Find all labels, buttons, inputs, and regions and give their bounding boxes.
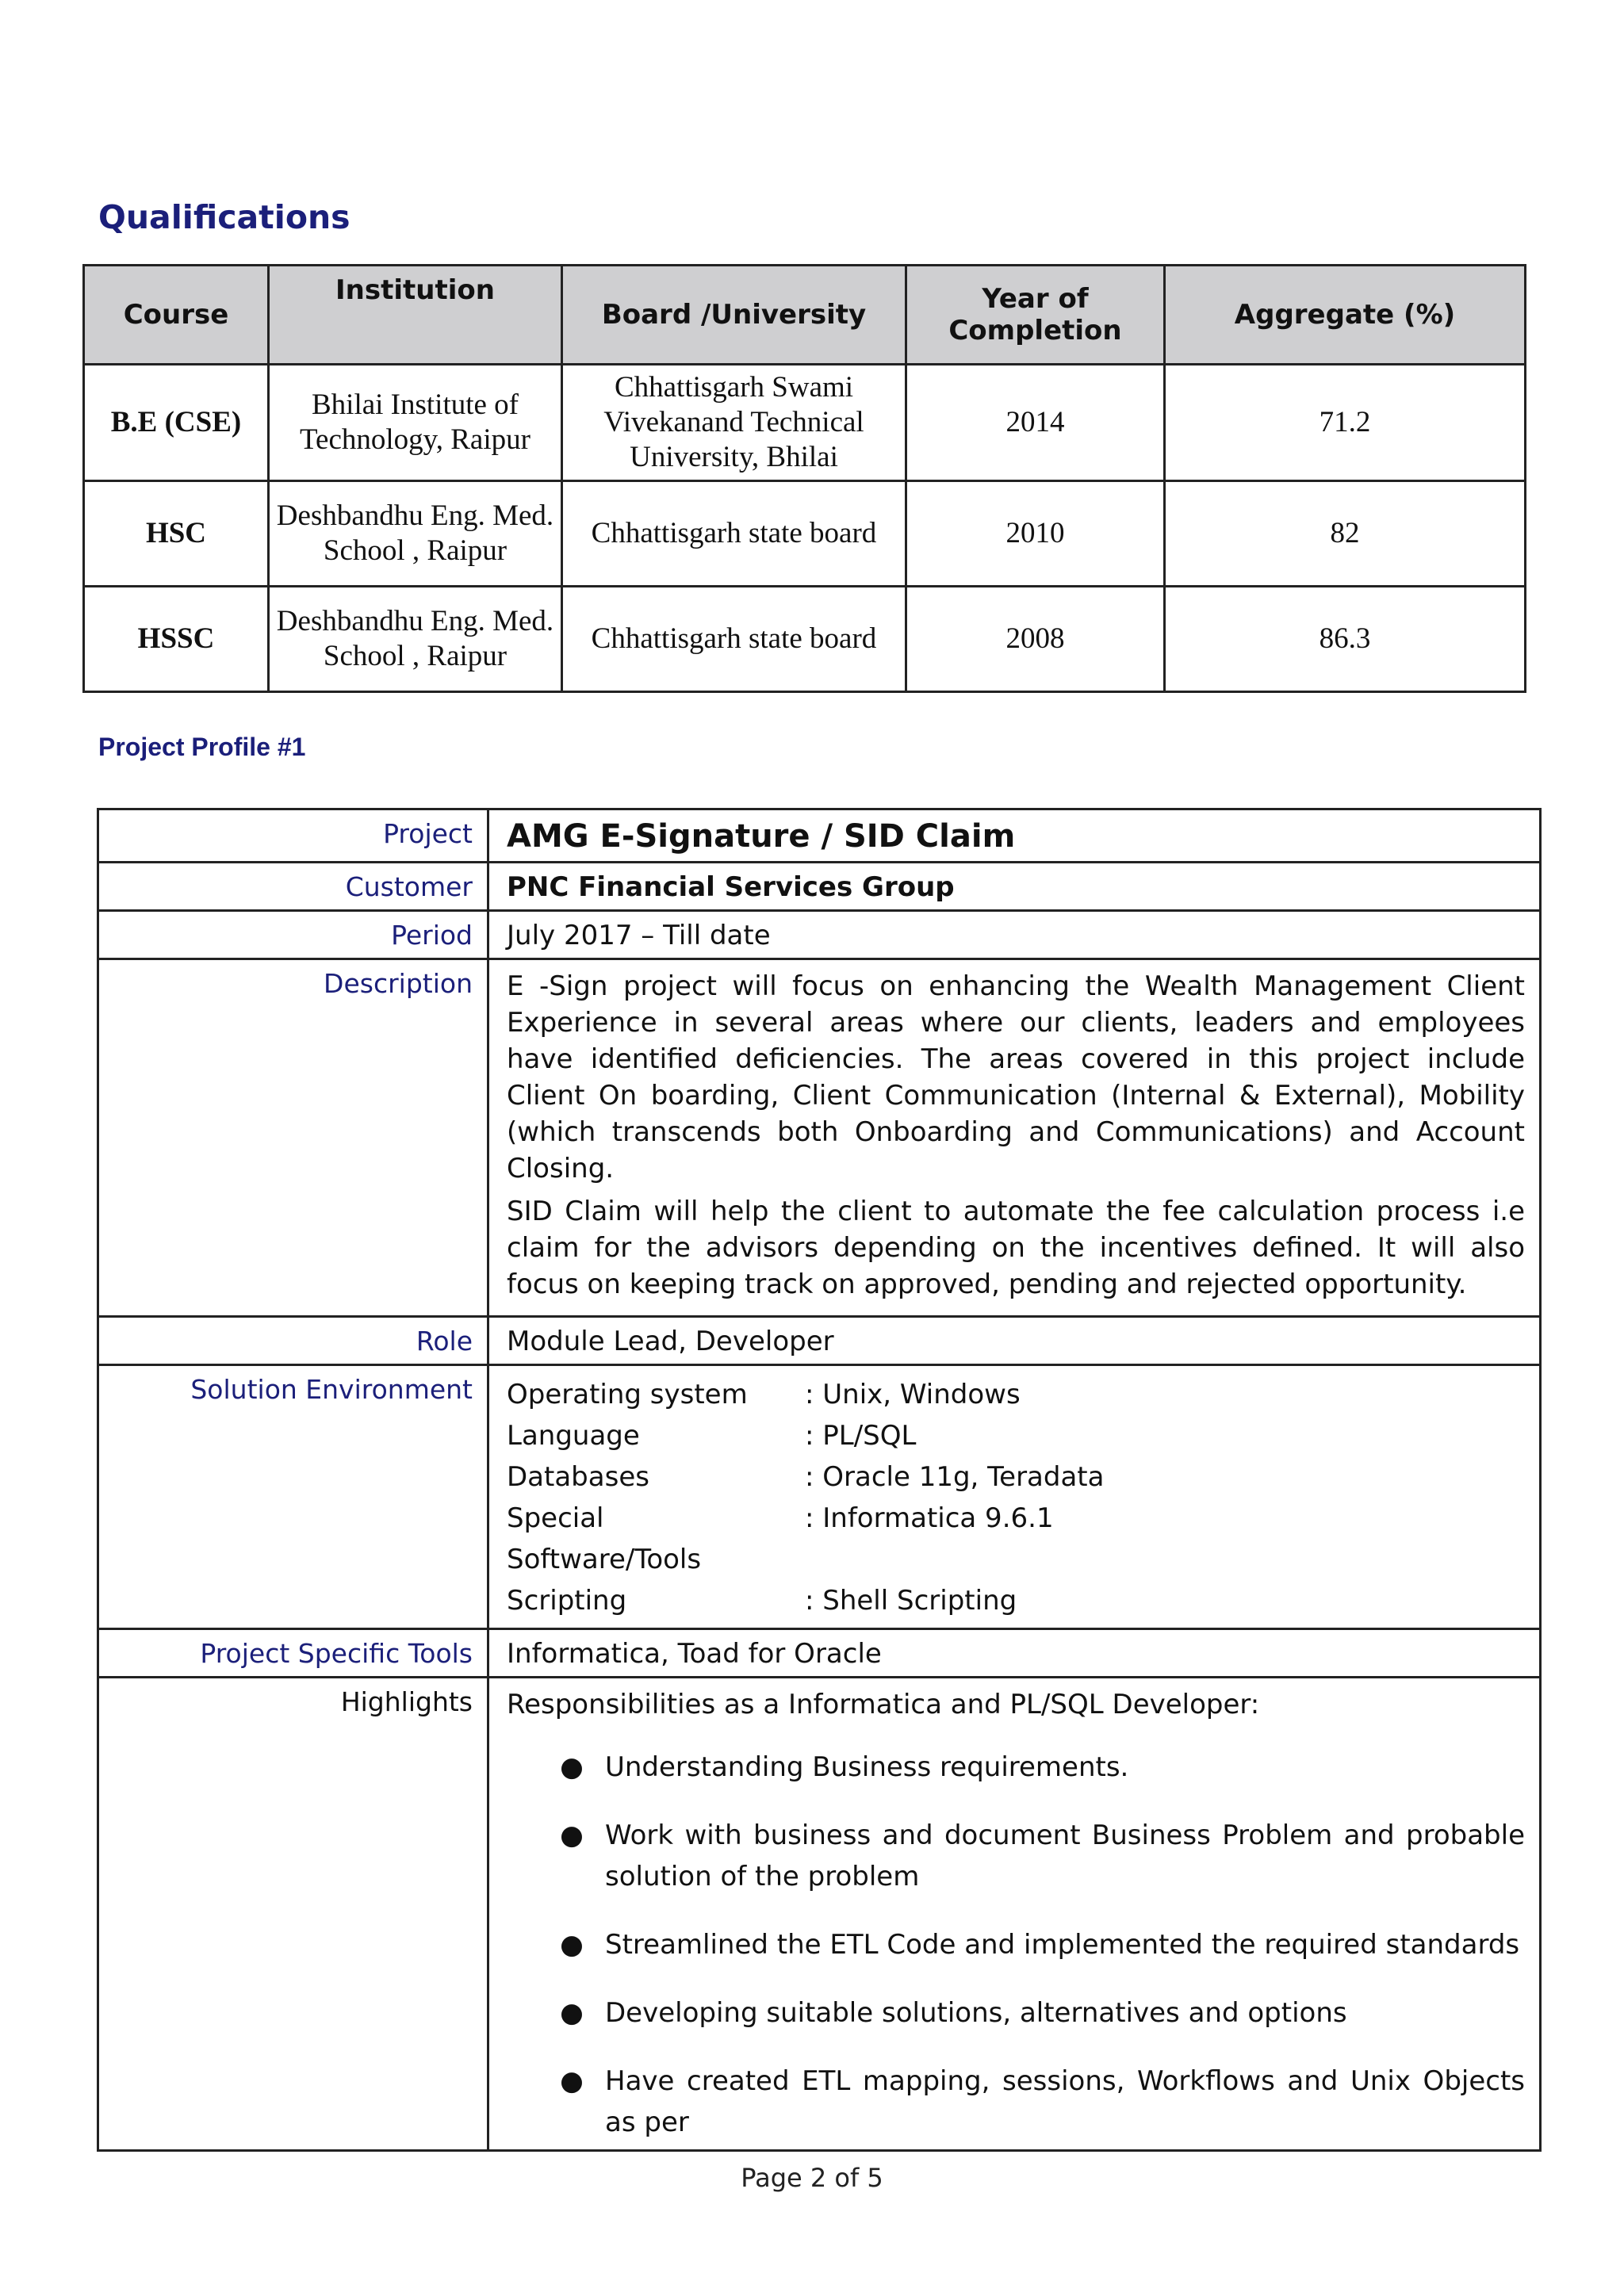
highlight-text: Work with business and document Business Problem and probable solution of the problem	[605, 1820, 1525, 1892]
env-value: : Unix, Windows	[805, 1379, 1021, 1410]
env-item	[507, 1374, 1525, 1415]
description-paragraph: SID Claim will help the client to automate the fee calculation process i.e claim for the advisors depending on the incentives defined. It will also focus on keeping track on approved, pending and rejected opportunity.	[507, 1196, 1525, 1300]
label-project: Project	[98, 809, 488, 863]
highlight-text: Developing suitable solutions, alternatives and options	[605, 1997, 1347, 2029]
env-key: Language	[507, 1420, 640, 1452]
env-item	[507, 1498, 1525, 1580]
tools-value: Informatica, Toad for Oracle	[488, 1629, 1541, 1678]
env-value: : Oracle 11g, Teradata	[805, 1461, 1105, 1493]
period-value: July 2017 – Till date	[488, 911, 1541, 959]
env-key: Special Software/Tools	[507, 1502, 702, 1575]
env-item	[507, 1580, 1525, 1621]
highlights-value	[488, 1678, 1541, 2151]
bullet-icon: ●	[560, 1997, 584, 2029]
page-number: Page 2 of 5	[741, 2163, 883, 2193]
bullet-icon: ●	[560, 1751, 584, 1783]
env-item	[507, 1415, 1525, 1456]
year-cell: 2014	[906, 365, 1165, 481]
role-row	[98, 1317, 1541, 1365]
header-course: Course	[84, 266, 269, 365]
description-paragraph: E -Sign project will focus on enhancing the Wealth Management Client Experience in several areas where our clients, leaders and employees have identified deficiencies. The areas covered in this project include Client On boarding, Client Communication (Internal & External), Mobility (which transcends both Onboarding and Communications) and Account Closing.	[507, 970, 1525, 1184]
list-item	[507, 1747, 1525, 1788]
description-row	[98, 959, 1541, 1317]
label-environment: Solution Environment	[98, 1365, 488, 1629]
bullet-icon: ●	[560, 2065, 584, 2097]
header-aggregate: Aggregate (%)	[1165, 266, 1526, 365]
header-year: Year of Completion	[906, 266, 1165, 365]
env-key: Databases	[507, 1461, 649, 1493]
institution-cell: Deshbandhu Eng. Med. School , Raipur	[269, 481, 562, 587]
highlight-text: Understanding Business requirements.	[605, 1751, 1129, 1783]
list-item	[507, 1815, 1525, 1897]
aggregate-cell: 82	[1165, 481, 1526, 587]
project-row	[98, 809, 1541, 863]
highlight-text: Streamlined the ETL Code and implemented the required standards	[605, 1929, 1520, 1961]
label-customer: Customer	[98, 863, 488, 911]
label-role: Role	[98, 1317, 488, 1365]
label-tools: Project Specific Tools	[98, 1629, 488, 1678]
env-value: : Informatica 9.6.1	[805, 1502, 1054, 1534]
aggregate-cell: 86.3	[1165, 587, 1526, 692]
customer-row	[98, 863, 1541, 911]
env-key: Scripting	[507, 1585, 627, 1617]
list-item	[507, 1992, 1525, 2034]
highlight-text: Have created ETL mapping, sessions, Workflows and Unix Objects as per	[605, 2065, 1525, 2138]
label-description: Description	[98, 959, 488, 1317]
label-period: Period	[98, 911, 488, 959]
highlights-row	[98, 1678, 1541, 2151]
institution-cell: Deshbandhu Eng. Med. School , Raipur	[269, 587, 562, 692]
env-key: Operating system	[507, 1379, 748, 1410]
env-value: : Shell Scripting	[805, 1585, 1017, 1617]
table-row	[84, 481, 1526, 587]
institution-cell: Bhilai Institute of Technology, Raipur	[269, 365, 562, 481]
aggregate-cell: 71.2	[1165, 365, 1526, 481]
board-cell: Chhattisgarh Swami Vivekanand Technical University, Bhilai	[562, 365, 906, 481]
table-row	[84, 365, 1526, 481]
qualifications-title: Qualifications	[98, 198, 350, 236]
period-row	[98, 911, 1541, 959]
bullet-icon: ●	[560, 1820, 584, 1851]
highlights-intro: Responsibilities as a Informatica and PL/SQL Developer:	[507, 1689, 1260, 1720]
customer-value: PNC Financial Services Group	[488, 863, 1541, 911]
description-value	[488, 959, 1541, 1317]
tools-row	[98, 1629, 1541, 1678]
year-cell: 2010	[906, 481, 1165, 587]
list-item	[507, 2061, 1525, 2143]
header-board: Board /University	[562, 266, 906, 365]
project-name: AMG E-Signature / SID Claim	[507, 818, 1016, 855]
environment-value	[488, 1365, 1541, 1629]
course-cell: B.E (CSE)	[84, 365, 269, 481]
course-cell: HSSC	[84, 587, 269, 692]
course-cell: HSC	[84, 481, 269, 587]
table-header-row	[84, 266, 1526, 365]
header-institution: Institution	[269, 266, 562, 365]
label-highlights: Highlights	[98, 1678, 488, 2151]
bullet-icon: ●	[560, 1929, 584, 1961]
role-value: Module Lead, Developer	[488, 1317, 1541, 1365]
project-table	[97, 808, 1542, 2152]
qualifications-table	[82, 264, 1526, 693]
list-item	[507, 1924, 1525, 1965]
board-cell: Chhattisgarh state board	[562, 587, 906, 692]
env-item	[507, 1456, 1525, 1498]
project-name-cell	[488, 809, 1541, 863]
environment-row	[98, 1365, 1541, 1629]
board-cell: Chhattisgarh state board	[562, 481, 906, 587]
project-profile-heading: Project Profile #1	[98, 733, 306, 761]
env-value: : PL/SQL	[805, 1420, 917, 1452]
highlights-list	[507, 1747, 1525, 2143]
year-cell: 2008	[906, 587, 1165, 692]
table-row	[84, 587, 1526, 692]
